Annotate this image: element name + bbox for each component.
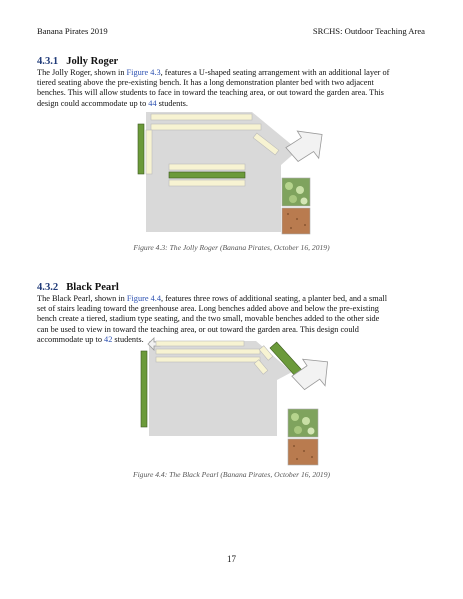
- text-line: benches. This will allow students to face in toward the teaching area, or out toward the garden area. This: [37, 88, 384, 98]
- soil-patch-icon: [282, 208, 310, 234]
- section-title: Black Pearl: [66, 282, 119, 293]
- student-count: 44: [148, 98, 157, 108]
- text-line: set of stairs leading toward the greenhouse area. Long benches added above and below the pre-existing: [37, 304, 379, 314]
- figure-link[interactable]: Figure 4.4: [126, 294, 161, 303]
- bench: [156, 357, 260, 362]
- text-line: design could accommodate up to 44 students.: [37, 98, 188, 108]
- bench: [151, 124, 261, 130]
- planter-bed: [141, 351, 147, 427]
- text-line: The Jolly Roger, shown in Figure 4.3, features a U-shaped seating arrangement with an additional layer of: [37, 68, 390, 77]
- soil-patch-icon: [288, 439, 318, 465]
- section-body-black-pearl: [37, 294, 429, 345]
- bench: [169, 180, 245, 186]
- bench: [156, 349, 260, 354]
- text-line: can be used to view in toward the teaching area, or out toward the garden area. This design could: [37, 324, 359, 334]
- section-heading-black-pearl: [37, 282, 119, 293]
- section-number: 4.3.1: [37, 56, 59, 67]
- arrow-icon: [284, 130, 322, 164]
- student-count: 42: [104, 334, 113, 344]
- figure-caption: Figure 4.4: The Black Pearl (Banana Pirates, October 16, 2019): [132, 470, 331, 479]
- black-pearl-layout: [141, 338, 328, 465]
- section-number: 4.3.2: [37, 282, 59, 293]
- text-line: The Black Pearl, shown in Figure 4.4, features three rows of additional seating, a planter bed, and a small: [37, 294, 387, 303]
- figure-link[interactable]: Figure 4.3: [126, 68, 161, 77]
- bench: [146, 130, 152, 174]
- planter-bed: [138, 124, 144, 174]
- jolly-roger-layout: [138, 112, 322, 234]
- text-line: accommodate up to 42 students.: [37, 334, 144, 344]
- header-right: SRCHS: Outdoor Teaching Area: [312, 26, 425, 36]
- header-left: Banana Pirates 2019: [37, 26, 108, 36]
- figure-caption: Figure 4.3: The Jolly Roger (Banana Pirates, October 16, 2019): [133, 243, 330, 252]
- text-line: tiered seating above the pre-existing bench. It has a long demonstration planter bed with two adjacent: [37, 78, 374, 88]
- section-title: Jolly Roger: [66, 56, 119, 67]
- bench: [169, 164, 245, 170]
- planter-bed: [169, 172, 245, 178]
- text-line: bench create a tiered, stadium type seating, and the two small, movable benches added to the other side: [37, 314, 380, 324]
- bench: [151, 114, 252, 120]
- page-number: 17: [227, 554, 236, 564]
